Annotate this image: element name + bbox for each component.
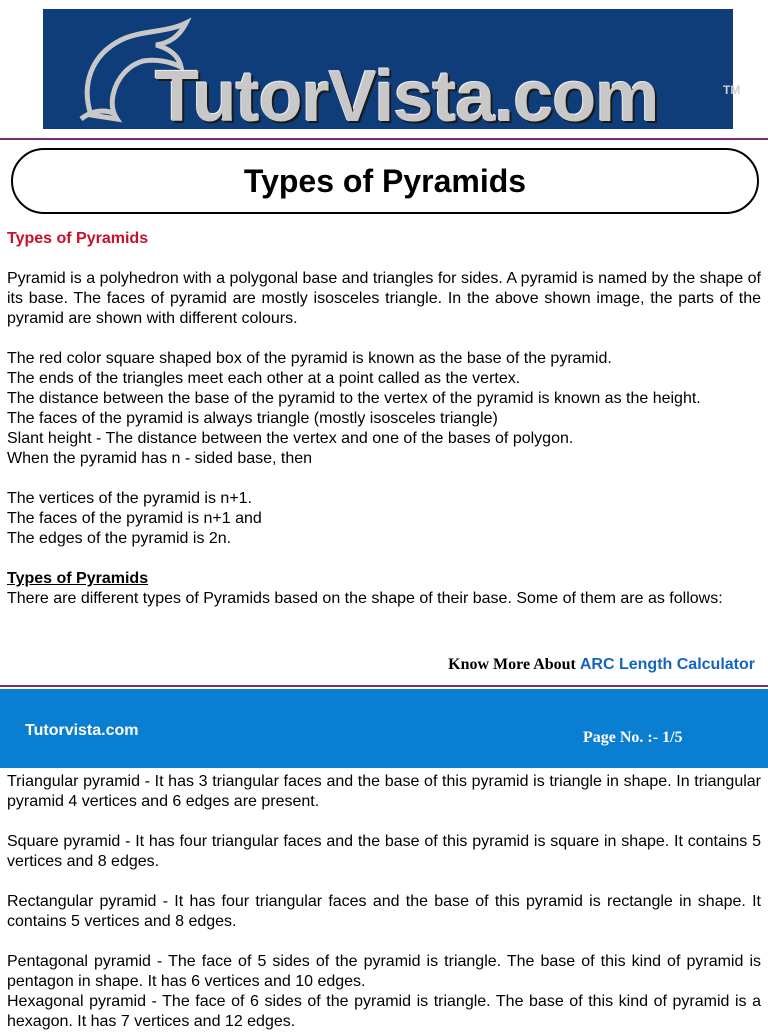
- section-heading: Types of Pyramids: [7, 230, 149, 247]
- intro-section: [7, 229, 761, 609]
- footer-site-name: Tutorvista.com: [25, 722, 139, 739]
- arc-length-calculator-link[interactable]: ARC Length Calculator: [579, 656, 755, 673]
- page-title: Types of Pyramids: [243, 162, 527, 199]
- title-banner: [11, 148, 759, 214]
- fact-line: The edges of the pyramid is 2n.: [7, 530, 232, 547]
- list-item: Hexagonal pyramid - The face of 6 sides of the pyramid is triangle. The base of this kind of pyramid is a hexagon. It has 7 vertices and 12 edges.: [7, 993, 761, 1030]
- header-divider: [0, 138, 768, 140]
- know-more-prefix: Know More About: [448, 656, 580, 673]
- tutorvista-logo: [43, 9, 741, 137]
- logo-text: TutorVista.com: [155, 57, 659, 137]
- list-item: Rectangular pyramid - It has four triangular faces and the base of this pyramid is rectangle in shape. It contains 5 vertices and 8 edges.: [7, 893, 761, 930]
- intro-paragraph: Pyramid is a polyhedron with a polygonal base and triangles for sides. A pyramid is named by the shape of its base. The faces of pyramid are mostly isosceles triangle. In the above shown image, the parts of the pyramid are shown with different colours.: [7, 270, 761, 327]
- know-more-line: [448, 655, 755, 675]
- text-line: The faces of the pyramid is always triangle (mostly isosceles triangle): [7, 410, 498, 427]
- footer-divider: [0, 685, 768, 687]
- list-item: Square pyramid - It has four triangular faces and the base of this pyramid is square in shape. It contains 5 vertices and 8 edges.: [7, 833, 761, 870]
- footer-bar: [0, 689, 768, 768]
- page-number: Page No. :- 1/5: [583, 729, 683, 746]
- list-item: Triangular pyramid - It has 3 triangular faces and the base of this pyramid is triangle in shape. In triangular pyramid 4 vertices and 6 edges are present.: [7, 773, 761, 810]
- text-line: Slant height - The distance between the vertex and one of the bases of polygon.: [7, 430, 574, 447]
- types-heading: Types of Pyramids: [7, 570, 149, 587]
- types-intro: There are different types of Pyramids based on the shape of their base. Some of them are as follows:: [7, 590, 723, 607]
- logo-trademark: TM: [723, 83, 741, 97]
- text-line: The ends of the triangles meet each other at a point called as the vertex.: [7, 370, 521, 387]
- fact-line: The faces of the pyramid is n+1 and: [7, 510, 262, 527]
- fact-line: The vertices of the pyramid is n+1.: [7, 490, 252, 507]
- list-item: Pentagonal pyramid - The face of 5 sides of the pyramid is triangle. The base of this kind of pyramid is pentagon in shape. It has 6 vertices and 10 edges.: [7, 953, 761, 990]
- text-line: When the pyramid has n - sided base, then: [7, 450, 313, 467]
- text-line: The distance between the base of the pyramid to the vertex of the pyramid is known as the height.: [7, 390, 701, 407]
- text-line: The red color square shaped box of the pyramid is known as the base of the pyramid.: [7, 350, 612, 367]
- pyramid-types-list: [7, 772, 761, 1032]
